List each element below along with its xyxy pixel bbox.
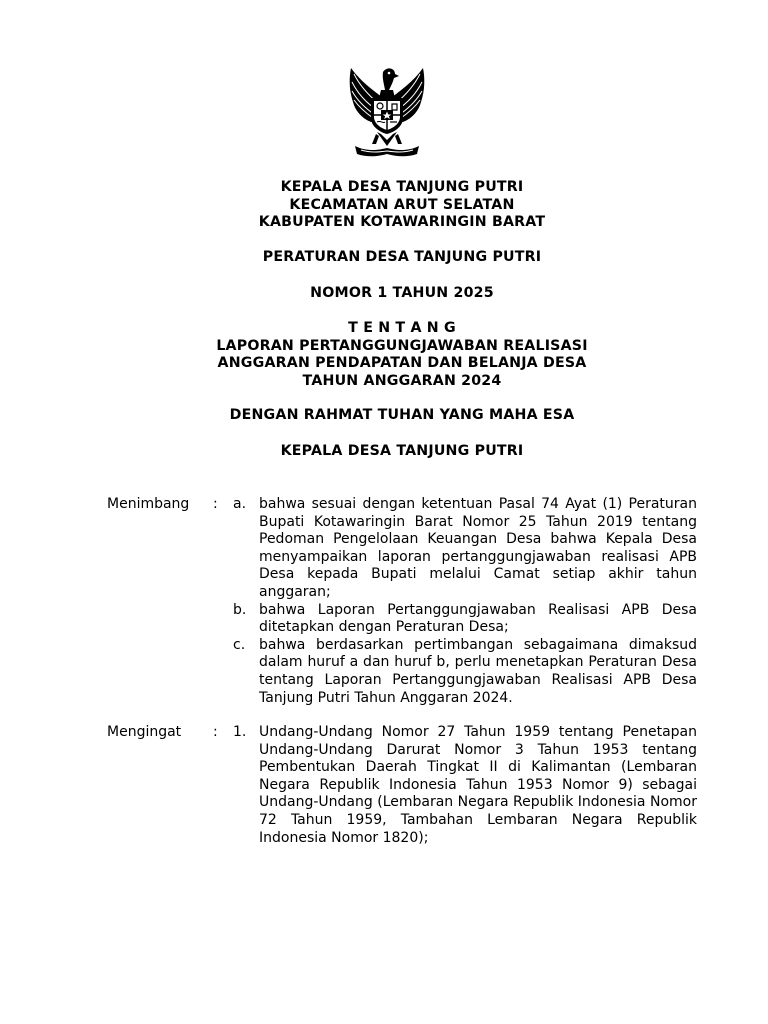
item-text: Undang-Undang Nomor 27 Tahun 1959 tentang Penetapan Undang-Undang Darurat Nomor 3 Tahun 1953 tentang Pembentukan Daerah Tingkat II di Kalimantan (Lembaran Negara Republik Indonesia Tahun 1953 Nomor 9) sebagai Undang-Undang (Lembaran Negara Republik Indonesia Nomor 72 Tahun 1959, Tambahan Lembaran Negara Republik Indonesia Nomor 1820); [259, 724, 697, 846]
item-mark: c. [233, 636, 246, 653]
subject-line-3: TAHUN ANGGARAN 2024 [302, 372, 502, 389]
invocation-block [100, 407, 704, 425]
mengingat-section [107, 724, 697, 847]
header-line-2: KECAMATAN ARUT SELATAN [289, 196, 515, 213]
mengingat-colon: : [213, 724, 218, 740]
menimbang-label: Menimbang [107, 496, 190, 512]
header-line-1: KEPALA DESA TANJUNG PUTRI [280, 179, 524, 195]
regulation-number-block [100, 285, 704, 303]
mengingat-item-1 [233, 724, 697, 847]
item-mark: b. [233, 601, 247, 618]
mengingat-items [233, 724, 697, 847]
menimbang-item-c [233, 637, 697, 707]
menimbang-item-b [233, 602, 697, 637]
garuda-pancasila-emblem-icon [343, 60, 431, 164]
item-text: bahwa berdasarkan pertimbangan sebagaimana dimaksud dalam huruf a dan huruf b, perlu menetapkan Peraturan Desa tentang Laporan Pertanggungjawaban Realisasi APB Desa Tanjung Putri Tahun Anggaran 2024. [259, 636, 697, 706]
about-label: T E N T A N G [348, 320, 456, 336]
subject-line-1: LAPORAN PERTANGGUNGJAWABAN REALISASI [216, 337, 588, 354]
item-text: bahwa Laporan Pertanggungjawaban Realisasi APB Desa ditetapkan dengan Peraturan Desa; [259, 601, 697, 636]
regulation-number: NOMOR 1 TAHUN 2025 [310, 285, 494, 301]
document-header [100, 179, 704, 232]
issuer: KEPALA DESA TANJUNG PUTRI [280, 443, 524, 459]
mengingat-label: Mengingat [107, 724, 182, 740]
regulation-title-block [100, 249, 704, 267]
regulation-title: PERATURAN DESA TANJUNG PUTRI [262, 249, 542, 265]
item-mark: 1. [233, 724, 247, 740]
subject-line-2: ANGGARAN PENDAPATAN DAN BELANJA DESA [217, 355, 587, 371]
menimbang-items [233, 496, 697, 707]
subject-block [100, 320, 704, 390]
header-line-3: KABUPATEN KOTAWARINGIN BARAT [258, 214, 546, 230]
issuer-block [100, 443, 704, 461]
menimbang-section [107, 496, 697, 707]
item-text: bahwa sesuai dengan ketentuan Pasal 74 Ayat (1) Peraturan Bupati Kotawaringin Barat Nomor 25 Tahun 2019 tentang Pedoman Pengelolaan Keuangan Desa bahwa Kepala Desa menyampaikan laporan pertanggungjawaban realisasi APB Desa kepada Bupati melalui Camat setiap akhir tahun anggaran; [259, 496, 697, 600]
menimbang-item-a [233, 496, 697, 602]
menimbang-colon: : [213, 496, 218, 512]
item-mark: a. [233, 496, 247, 512]
invocation: DENGAN RAHMAT TUHAN YANG MAHA ESA [229, 407, 575, 423]
